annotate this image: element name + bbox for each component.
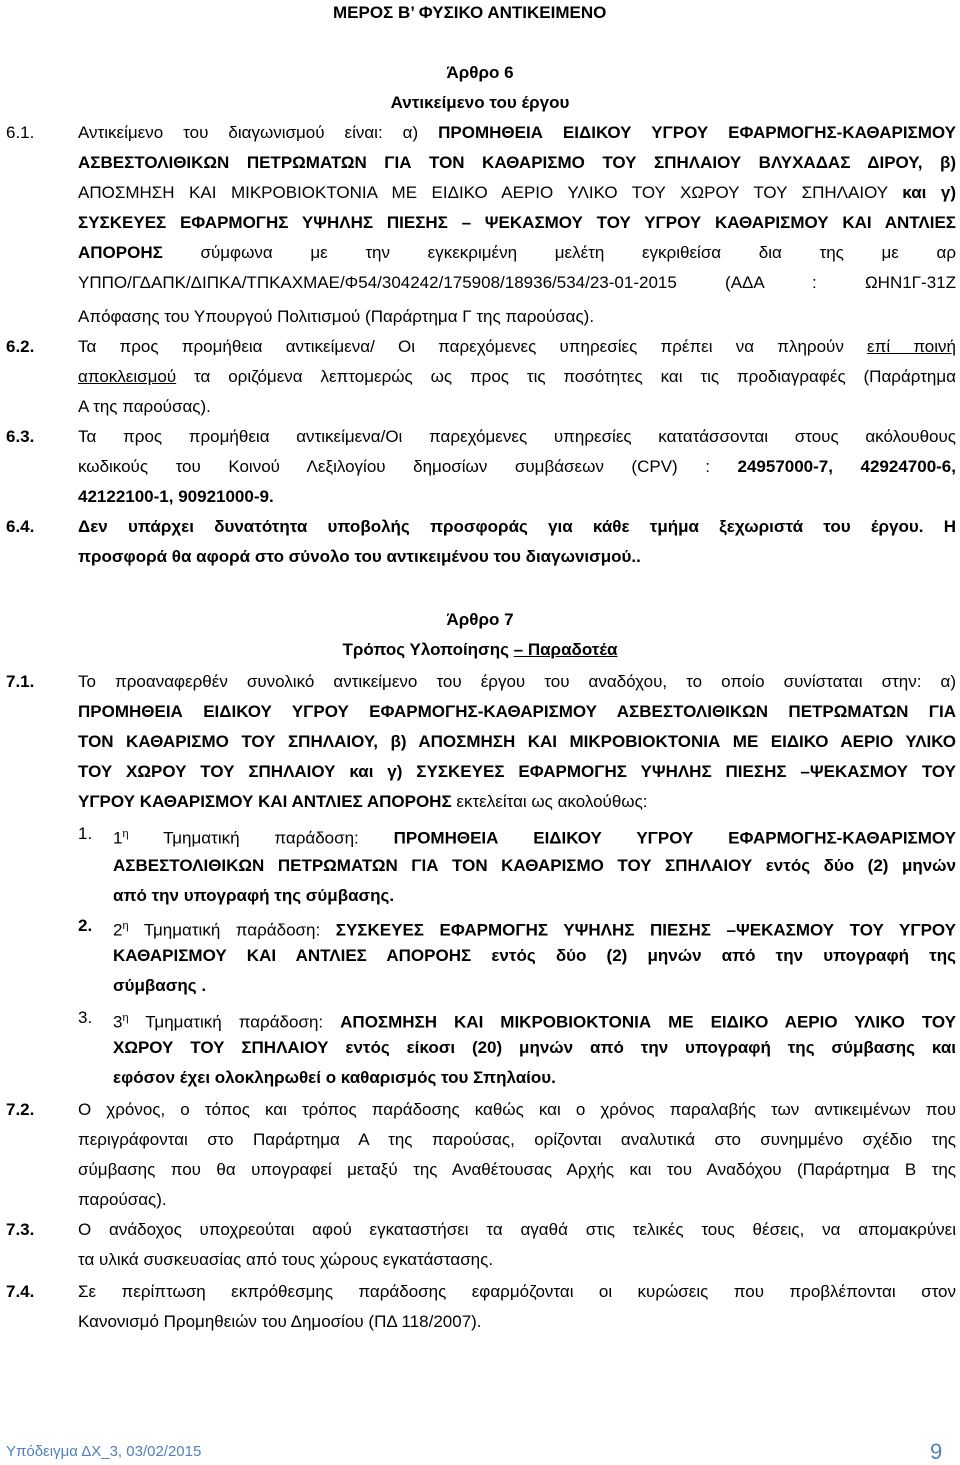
- article-6-heading: Άρθρο 6: [446, 63, 514, 82]
- paragraph-line: Ο χρόνος, ο τόπος και τρόπος παράδοσης καθώς και ο χρόνος παραλαβής των αντικειμένων που: [78, 1100, 956, 1119]
- list-item-number: 2.: [78, 916, 93, 935]
- paragraph-line: Απόφασης του Υπουργού Πολιτισμού (Παράρτημα Γ της παρούσας).: [78, 307, 595, 326]
- paragraph-line: Τα προς προμήθεια αντικείμενα/Οι παρεχόμενες υπηρεσίες κατατάσσονται στους ακόλουθους: [78, 427, 956, 446]
- list-item-number: 1.: [78, 824, 93, 843]
- paragraph-line: Σε περίπτωση εκπρόθεσμης παράδοσης εφαρμόζονται οι κυρώσεις που προβλέπονται στον: [78, 1282, 956, 1301]
- paragraph-line: Κανονισμό Προμηθειών του Δημοσίου (ΠΔ 118/2007).: [78, 1312, 482, 1331]
- paragraph-number: 6.2.: [6, 337, 35, 356]
- paragraph-line: ΑΠΟΣΜΗΣΗ ΚΑΙ ΜΙΚΡΟΒΙΟΚΤΟΝΙΑ ΜΕ ΕΙΔΙΚΟ ΑΕΡΙΟ ΥΛΙΚΟ ΤΟΥ ΧΩΡΟΥ ΤΟΥ ΣΠΗΛΑΙΟΥ και γ): [78, 183, 956, 202]
- article-7-subheading: Τρόπος Υλοποίησης – Παραδοτέα: [342, 640, 618, 659]
- page-number: 9: [930, 1439, 943, 1464]
- paragraph-line: ΠΡΟΜΗΘΕΙΑ ΕΙΔΙΚΟΥ ΥΓΡΟΥ ΕΦΑΡΜΟΓΗΣ-ΚΑΘΑΡΙΣΜΟΥ ΑΣΒΕΣΤΟΛΙΘΙΚΩΝ ΠΕΤΡΩΜΑΤΩΝ ΓΙΑ: [78, 702, 956, 721]
- paragraph-number: 7.2.: [6, 1100, 35, 1119]
- paragraph-line: τα υλικά συσκευασίας από τους χώρους εγκατάστασης.: [78, 1250, 494, 1269]
- paragraph-line: 42122100-1, 90921000-9.: [78, 487, 274, 506]
- list-item-line: $3^\eta$ Τμηματική παράδοση: ΑΠΟΣΜΗΣΗ ΚΑΙ ΜΙΚΡΟΒΙΟΚΤΟΝΙΑ ΜΕ ΕΙΔΙΚΟ ΑΕΡΙΟ ΥΛΙΚΟ ΤΟΥ: [113, 1012, 956, 1032]
- list-item-line: $1^\eta$ Τμηματική παράδοση: ΠΡΟΜΗΘΕΙΑ ΕΙΔΙΚΟΥ ΥΓΡΟΥ ΕΦΑΡΜΟΓΗΣ-ΚΑΘΑΡΙΣΜΟΥ: [113, 828, 956, 848]
- paragraph-line: ΥΠΠΟ/ΓΔΑΠΚ/ΔΙΠΚΑ/ΤΠΚΑΧΜΑΕ/Φ54/304242/175908/18936/534/23-01-2015 (ΑΔΑ : ΩΗΝ1Γ-31Ζ: [78, 273, 956, 292]
- part-title: ΜΕΡΟΣ Β’ ΦΥΣΙΚΟ ΑΝΤΙΚΕΙΜΕΝΟ: [333, 3, 607, 22]
- paragraph-line: ΤΟΝ ΚΑΘΑΡΙΣΜΟ ΤΟΥ ΣΠΗΛΑΙΟΥ, β) ΑΠΟΣΜΗΣΗ ΚΑΙ ΜΙΚΡΟΒΙΟΚΤΟΝΙΑ ΜΕ ΕΙΔΙΚΟ ΑΕΡΙΟ ΥΛΙΚΟ: [78, 732, 956, 751]
- list-item-line: ΑΣΒΕΣΤΟΛΙΘΙΚΩΝ ΠΕΤΡΩΜΑΤΩΝ ΓΙΑ ΤΟΝ ΚΑΘΑΡΙΣΜΟ ΤΟΥ ΣΠΗΛΑΙΟΥ εντός δύο (2) μηνών: [113, 856, 956, 875]
- paragraph-line: ΤΟΥ ΧΩΡΟΥ ΤΟΥ ΣΠΗΛΑΙΟΥ και γ) ΣΥΣΚΕΥΕΣ ΕΦΑΡΜΟΓΗΣ ΥΨΗΛΗΣ ΠΙΕΣΗΣ –ΨΕΚΑΣΜΟΥ ΤΟΥ: [78, 762, 956, 781]
- paragraph-line: Το προαναφερθέν συνολικό αντικείμενο του έργου του αναδόχου, το οποίο συνίσταται στην: α): [78, 672, 956, 691]
- paragraph-line: προσφορά θα αφορά στο σύνολο του αντικειμένου του διαγωνισμού..: [78, 547, 641, 566]
- article-7-heading: Άρθρο 7: [446, 610, 514, 629]
- paragraph-line: ΥΓΡΟΥ ΚΑΘΑΡΙΣΜΟΥ ΚΑΙ ΑΝΤΛΙΕΣ ΑΠΟΡΟΗΣ εκτελείται ως ακολούθως:: [78, 792, 648, 811]
- list-item-line: από την υπογραφή της σύμβασης.: [113, 886, 395, 905]
- paragraph-line: ΣΥΣΚΕΥΕΣ ΕΦΑΡΜΟΓΗΣ ΥΨΗΛΗΣ ΠΙΕΣΗΣ – ΨΕΚΑΣΜΟΥ ΤΟΥ ΥΓΡΟΥ ΚΑΘΑΡΙΣΜΟΥ ΚΑΙ ΑΝΤΛΙΕΣ: [78, 213, 956, 232]
- paragraph-line: Ο ανάδοχος υποχρεούται αφού εγκαταστήσει τα αγαθά στις τελικές τους θέσεις, να απομακρύνει: [78, 1220, 956, 1239]
- paragraph-line: ΑΣΒΕΣΤΟΛΙΘΙΚΩΝ ΠΕΤΡΩΜΑΤΩΝ ΓΙΑ ΤΟΝ ΚΑΘΑΡΙΣΜΟ ΤΟΥ ΣΠΗΛΑΙΟΥ ΒΛΥΧΑΔΑΣ ΔΙΡΟΥ, β): [78, 153, 956, 172]
- paragraph-number: 7.3.: [6, 1220, 35, 1239]
- list-item-number: 3.: [78, 1008, 93, 1027]
- list-item-line: εφόσον έχει ολοκληρωθεί ο καθαρισμός του Σπηλαίου.: [113, 1068, 556, 1087]
- list-item-line: σύμβασης .: [113, 976, 207, 995]
- paragraph-line: αποκλεισμού τα οριζόμενα λεπτομερώς ως προς τις ποσότητες και τις προδιαγραφές (Παράρτημα: [78, 367, 956, 386]
- paragraph-line: περιγράφονται στο Παράρτημα Α της παρούσας, ορίζονται αναλυτικά στο συνημμένο σχέδιο της: [78, 1130, 956, 1149]
- paragraph-line: Α της παρούσας).: [78, 397, 211, 416]
- paragraph-line: Δεν υπάρχει δυνατότητα υποβολής προσφοράς για κάθε τμήμα ξεχωριστά του έργου. Η: [78, 517, 956, 536]
- list-item-line: ΧΩΡΟΥ ΤΟΥ ΣΠΗΛΑΙΟΥ εντός είκοσι (20) μηνών από την υπογραφή της σύμβασης και: [113, 1038, 956, 1057]
- paragraph-line: κωδικούς του Κοινού Λεξιλογίου δημοσίων συμβάσεων (CPV) : 24957000-7, 42924700-6,: [78, 457, 956, 476]
- paragraph-line: σύμβασης που θα υπογραφεί μεταξύ της Αναθέτουσας Αρχής και του Αναδόχου (Παράρτημα Β της: [78, 1160, 956, 1179]
- paragraph-number: 7.4.: [6, 1282, 35, 1301]
- footer-template-label: Υπόδειγμα ΔΧ_3, 03/02/2015: [6, 1443, 202, 1460]
- article-6-subheading: Αντικείμενο του έργου: [390, 93, 570, 112]
- list-item-line: ΚΑΘΑΡΙΣΜΟΥ ΚΑΙ ΑΝΤΛΙΕΣ ΑΠΟΡΟΗΣ εντός δύο (2) μηνών από την υπογραφή της: [113, 946, 956, 965]
- paragraph-number: 6.1.: [6, 123, 35, 142]
- paragraph-line: ΑΠΟΡΟΗΣ σύμφωνα με την εγκεκριμένη μελέτη εγκριθείσα δια της με αρ: [78, 243, 956, 262]
- paragraph-line: Τα προς προμήθεια αντικείμενα/ Οι παρεχόμενες υπηρεσίες πρέπει να πληρούν επί ποινή: [78, 337, 956, 356]
- list-item-line: $2^\eta$ Τμηματική παράδοση: ΣΥΣΚΕΥΕΣ ΕΦΑΡΜΟΓΗΣ ΥΨΗΛΗΣ ΠΙΕΣΗΣ –ΨΕΚΑΣΜΟΥ ΤΟΥ ΥΓΡΟΥ: [113, 920, 956, 940]
- paragraph-number: 7.1.: [6, 672, 35, 691]
- paragraph-number: 6.3.: [6, 427, 35, 446]
- paragraph-number: 6.4.: [6, 517, 35, 536]
- paragraph-line: παρούσας).: [78, 1190, 167, 1209]
- paragraph-line: Αντικείμενο του διαγωνισμού είναι: α) ΠΡΟΜΗΘΕΙΑ ΕΙΔΙΚΟΥ ΥΓΡΟΥ ΕΦΑΡΜΟΓΗΣ-ΚΑΘΑΡΙΣΜΟΥ: [78, 123, 956, 142]
